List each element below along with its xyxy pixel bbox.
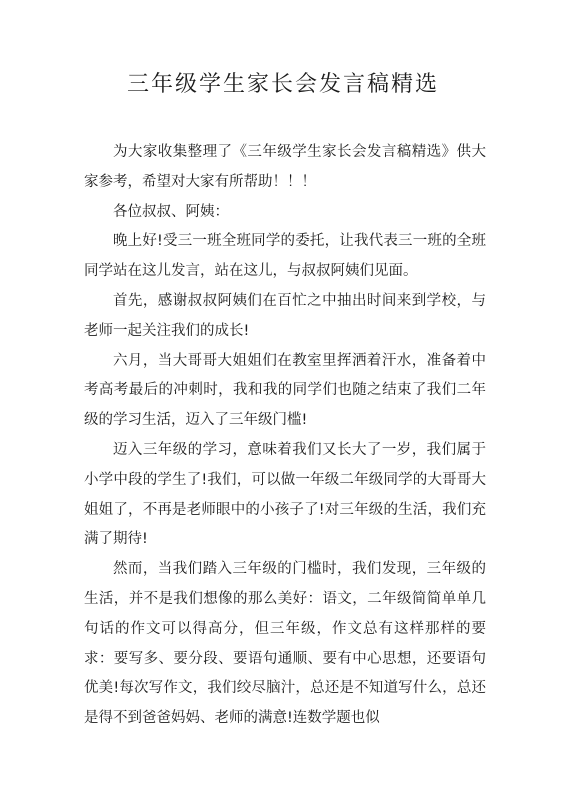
- paragraph-greeting: 晚上好!受三一班全班同学的委托，让我代表三一班的全班同学站在这儿发言，站在这儿，与叔叔阿姨们见面。: [84, 233, 486, 280]
- paragraph-june: 六月，当大哥哥大姐姐们在教室里挥洒着汗水，准备着中考高考最后的冲刺时，我和我的同学们也随之结束了我们二年级的学习生活，迈入了三年级门槛!: [84, 352, 486, 429]
- paragraph-thanks: 首先，感谢叔叔阿姨们在百忙之中抽出时间来到学校，与老师一起关注我们的成长!: [84, 292, 486, 339]
- document-body: [84, 138, 486, 734]
- paragraph-salutation: 各位叔叔、阿姨：: [113, 203, 229, 220]
- paragraph-intro: 为大家收集整理了《三年级学生家长会发言稿精选》供大家参考，希望对大家有所帮助！！！: [84, 144, 486, 190]
- paragraph-however: 然而，当我们踏入三年级的门槛时，我们发现，三年级的生活，并不是我们想像的那么美好：语文，二年级简简单单几句话的作文可以得高分，但三年级，作文总有这样那样的要求：要写多、要分段、要语句通顺、要有中心思想，还要语句优美!每次写作文，我们绞尽脑汁，总还是不知道写什么，总还是得不到爸爸妈妈、老师的满意!连数学题也似: [84, 561, 486, 727]
- document-title: 三年级学生家长会发言稿精选: [126, 72, 439, 97]
- paragraph-third-grade: 迈入三年级的学习，意味着我们又长大了一岁，我们属于小学中段的学生了!我们，可以做一年级二年级同学的大哥哥大姐姐了，不再是老师眼中的小孩子了!对三年级的生活，我们充满了期待!: [84, 441, 486, 548]
